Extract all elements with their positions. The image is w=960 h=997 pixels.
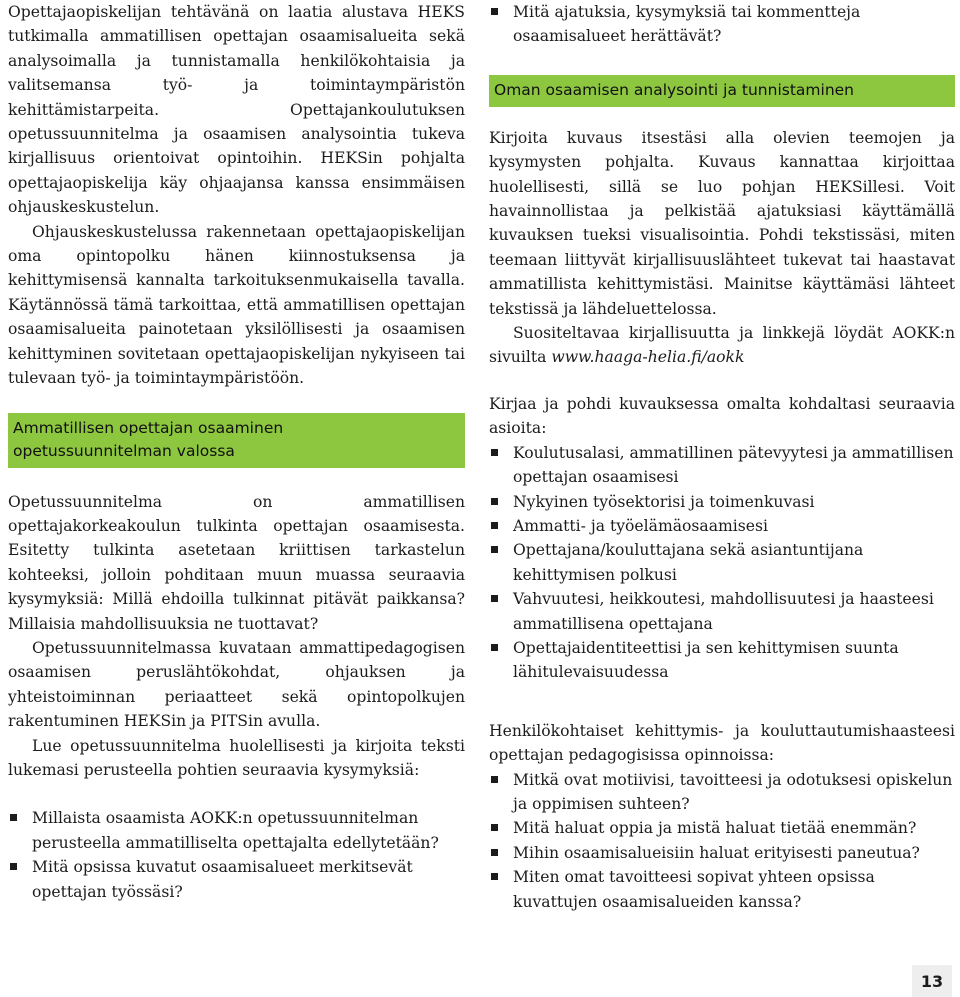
list-item [489,841,955,865]
square-bullet-icon [491,824,498,831]
square-bullet-icon [491,849,498,856]
themes-list [489,441,955,685]
left-column [8,0,465,904]
square-bullet-icon [491,498,498,505]
square-bullet-icon [491,449,498,456]
literature-paragraph [489,321,955,370]
list-item-text: Nykyinen työsektorisi ja toimenkuvasi [513,492,815,511]
list-item-text: Mitkä ovat motiivisi, tavoitteesi ja odotuksesi opiskelun ja oppimisen suhteen? [513,770,953,813]
square-bullet-icon [491,8,498,15]
square-bullet-icon [491,595,498,602]
square-bullet-icon [10,863,17,870]
section-heading-line: Oman osaamisen analysointi ja tunnistaminen [494,80,854,99]
curriculum-paragraph: Opetussuunnitelma on ammatillisen opettajakorkeakoulun tulkinta opettajan osaamisesta. Esitetty tulkinta asetetaan kriittisen tarkastelun kohteeksi, jolloin pohditaan muun muassa seuraavia kysymyksiä: Millä ehdoilla tulkinnat pitävät paikkansa? Millaisia mahdollisuuksia ne tuottavat? [8,492,465,633]
literature-text: Suositeltavaa kirjallisuutta ja linkkejä löydät AOKK:n sivuilta [489,324,955,367]
list-item [489,587,955,636]
list-item [489,514,955,538]
list-item-text: Opettajaidentiteettisi ja sen kehittymisen suunta lähitulevaisuudessa [513,638,899,682]
intro-paragraph: Opettajaopiskelijan tehtävänä on laatia alustava HEKS tutkimalla ammatillisen opettajan osaamisalueita sekä analysoimalla ja tunnistamalla henkilökohtaisia ja valitsemansa työ- ja toimintaympäristön kehittämistarpeita. Opettajankoulutuksen opetussuunnitelma ja osaamisen analysointia tukeva kirjallisuus orientoivat opintoihin. HEKSin pohjalta opettajaopiskelija käy ohjaajansa kanssa ensimmäisen ohjauskeskustelun. [8,3,465,217]
list-item-text: Mihin osaamisalueisiin haluat erityisesti paneutua? [513,843,920,862]
section-heading-line: Ammatillisen opettajan osaaminen [13,418,284,437]
list-item [489,441,955,490]
instructions-paragraph: Kirjoita kuvaus itsestäsi alla olevien teemojen ja kysymysten pohjalta. Kuvaus kannattaa kirjoittaa huolellisesti, sillä se luo pohjan HEKSillesi. Voit havainnollistaa ja pelkistää ajatuksiasi käyttämällä kuvauksen tueksi visualisointia. Pohdi tekstissäsi, miten teemaan liittyvät kirjallisuuslähteet tukevat tai haastavat ammatillista kehittymistäsi. Mainitse käyttämäsi lähteet tekstissä ja lähdeluettelossa. [489,128,955,318]
square-bullet-icon [10,814,17,821]
list-item-text: Miten omat tavoitteesi sopivat yhteen opsissa kuvattujen osaamisalueiden kanssa? [513,868,875,911]
list-item [489,636,955,685]
list-item-text: Millaista osaamista AOKK:n opetussuunnitelman perusteella ammatilliselta opettajalta edellytetään? [32,809,439,852]
literature-link[interactable]: www.haaga-helia.fi/aokk [551,348,745,367]
challenges-intro: Henkilökohtaiset kehittymis- ja kouluttautumishaasteesi opettajan pedagogisissa opinnoissa: [489,721,955,765]
list-item-text: Ammatti- ja työelämäosaamisesi [513,516,769,535]
questions-list [8,806,465,904]
section-heading-line: opetussuunnitelman valossa [13,441,235,460]
read-paragraph: Lue opetussuunnitelma huolellisesti ja kirjoita teksti lukemasi perusteella pohtien seuraavia kysymyksiä: [8,736,465,779]
challenges-list [489,768,955,914]
list-item [489,490,955,514]
square-bullet-icon [491,546,498,553]
list-item [489,768,955,817]
square-bullet-icon [491,522,498,529]
list-item-text: Koulutusalasi, ammatillinen pätevyytesi ja ammatillisen opettajan osaamisesi [513,443,954,487]
list-item-text: Vahvuutesi, heikkoutesi, mahdollisuutesi ja haasteesi ammatillisena opettajana [513,590,934,633]
page-number: 13 [912,965,952,997]
right-column [489,0,955,914]
square-bullet-icon [491,644,498,651]
list-item [489,865,955,914]
themes-intro: Kirjaa ja pohdi kuvauksessa omalta kohdaltasi seuraavia asioita: [489,394,955,438]
guidance-paragraph: Ohjauskeskustelussa rakennetaan opettajaopiskelijan oma opintopolku hänen kiinnostuksensa ja kehittymisensä kannalta tarkoituksenmukaisella tavalla. Käytännössä tämä tarkoittaa, että ammatillisen opettajan osaamisalueita painotetaan yksilöllisesti ja osaamisen kehittyminen sovitetaan opettajaopiskelijan nykyiseen tai tulevaan työ- ja toimintaympäristöön. [8,222,465,388]
list-item-text: Opettajana/kouluttajana sekä asiantuntijana kehittymisen polkusi [513,541,864,584]
list-item [489,0,955,49]
section-heading-analysis [489,75,955,107]
square-bullet-icon [491,776,498,783]
list-item-text: Mitä ajatuksia, kysymyksiä tai kommentteja osaamisalueet herättävät? [513,3,861,46]
list-item [489,538,955,587]
list-item-text: Mitä haluat oppia ja mistä haluat tietää enemmän? [513,819,917,838]
list-item-text: Mitä opsissa kuvatut osaamisalueet merkitsevät opettajan työssäsi? [32,858,413,901]
square-bullet-icon [491,873,498,880]
list-item [8,855,465,904]
list-item [489,816,955,840]
section-heading-curriculum [8,413,465,468]
top-question-list [489,0,955,49]
list-item [8,806,465,855]
pedagogy-paragraph: Opetussuunnitelmassa kuvataan ammattipedagogisen osaamisen peruslähtökohdat, ohjauksen ja yhteistoiminnan periaatteet sekä opintopolkujen rakentuminen HEKSin ja PITSin avulla. [8,638,465,731]
